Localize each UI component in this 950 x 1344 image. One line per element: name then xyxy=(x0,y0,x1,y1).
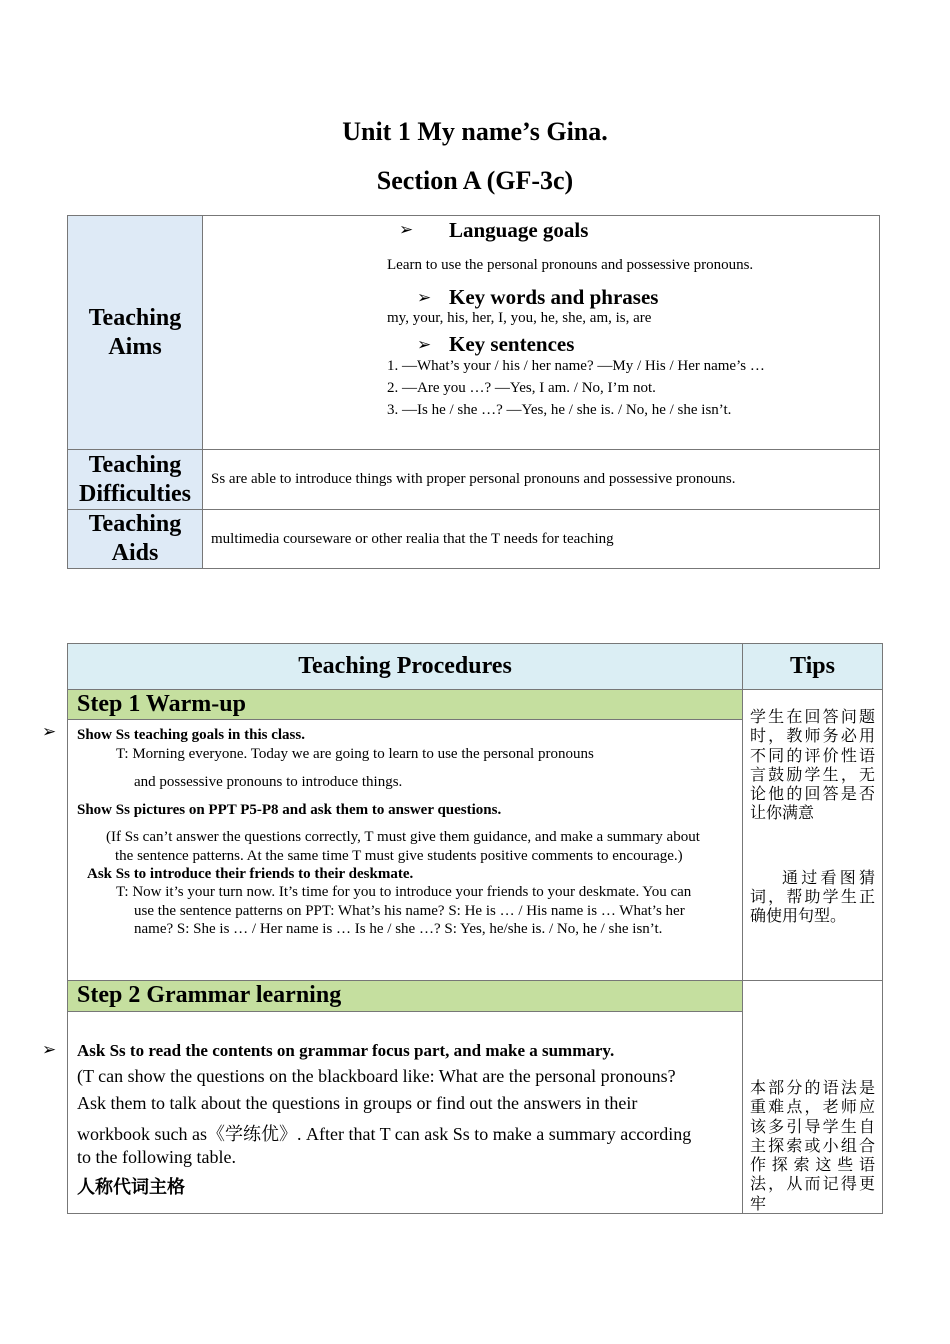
teaching-difficulties-label: Teaching Difficulties xyxy=(68,450,203,510)
teaching-aids-text: multimedia courseware or other realia that the T needs for teaching xyxy=(203,510,880,569)
key-words-heading: Key words and phrases xyxy=(449,285,659,309)
step1-line: use the sentence patterns on PPT: What’s his name? S: He is … / His name is … What’s her xyxy=(134,903,685,919)
step1-line: Show Ss teaching goals in this class. xyxy=(77,727,305,743)
step2-line: to the following table. xyxy=(77,1146,236,1167)
step1-line: T: Morning everyone. Today we are going to learn to use the personal pronouns xyxy=(116,746,594,762)
step2-line: (T can show the questions on the blackboard like: What are the personal pronouns? xyxy=(77,1065,676,1086)
teaching-aims-content xyxy=(203,216,880,450)
page-title: Unit 1 My name’s Gina. xyxy=(342,117,608,146)
teaching-aims-table xyxy=(67,215,880,569)
arrow-bullet-icon: ➢ xyxy=(417,288,432,307)
step1-line: the sentence patterns. At the same time T must give students positive comments to encourage.) xyxy=(115,848,683,864)
step1-line: (If Ss can’t answer the questions correctly, T must give them guidance, and make a summary about xyxy=(106,829,700,845)
arrow-bullet-icon: ➢ xyxy=(417,335,432,354)
arrow-bullet-icon: ➢ xyxy=(399,220,414,239)
step1-tips xyxy=(743,690,883,981)
step1-line: Show Ss pictures on PPT P5-P8 and ask them to answer questions. xyxy=(77,802,502,818)
teaching-aids-label: Teaching Aids xyxy=(68,510,203,569)
key-sentences-heading: Key sentences xyxy=(449,332,575,356)
step1-title: Step 1 Warm-up xyxy=(68,690,743,720)
step2-body xyxy=(42,1011,743,1214)
step1-line: Ask Ss to introduce their friends to their deskmate. xyxy=(87,866,414,882)
step1-line: and possessive pronouns to introduce things. xyxy=(134,774,403,790)
key-words-text: my, your, his, her, I, you, he, she, am, is, are xyxy=(387,310,652,326)
arrow-bullet-icon: ➢ xyxy=(42,1039,57,1059)
step2-line: workbook such as《学练优》. After that T can ask Ss to make a summary according xyxy=(77,1123,692,1144)
page-subtitle: Section A (GF-3c) xyxy=(376,166,574,195)
step2-line: 人称代词主格 xyxy=(77,1176,185,1198)
step2-line: Ask them to talk about the questions in groups or find out the answers in their xyxy=(77,1092,638,1113)
arrow-bullet-icon: ➢ xyxy=(42,722,57,741)
procedures-header: Teaching Procedures xyxy=(68,644,743,690)
teaching-aims-label: Teaching Aims xyxy=(68,216,203,450)
step2-tip: 本部分的语法是重难点，老师应该多引导学生自主探索或小组合作探索这些语法，从而记得更牢 xyxy=(750,1078,875,1213)
teaching-difficulties-text: Ss are able to introduce things with proper personal pronouns and possessive pronouns. xyxy=(203,450,880,510)
step1-tip-2: 通过看图猜词，帮助学生正确使用句型。 xyxy=(750,867,875,926)
step2-title: Step 2 Grammar learning xyxy=(68,981,743,1012)
step1-body xyxy=(42,720,743,981)
step1-tip-1: 学生在回答问题时，教师务必用不同的评价性语言鼓励学生，无论他的回答是否让你满意 xyxy=(750,707,875,823)
key-sentence: 3. —Is he / she …? —Yes, he / she is. / No, he / she isn’t. xyxy=(387,402,732,418)
step2-tips xyxy=(743,981,883,1214)
step2-line: Ask Ss to read the contents on grammar focus part, and make a summary. xyxy=(77,1040,615,1060)
key-sentence: 2. —Are you …? —Yes, I am. / No, I’m not. xyxy=(387,380,656,396)
tips-header: Tips xyxy=(743,644,883,690)
language-goals-heading: Language goals xyxy=(449,218,589,242)
language-goals-text: Learn to use the personal pronouns and possessive pronouns. xyxy=(387,257,754,273)
step1-line: name? S: She is … / Her name is … Is he / she …? S: Yes, he/she is. / No, he / she isn’t. xyxy=(134,921,663,937)
teaching-procedures-table xyxy=(42,643,883,1214)
key-sentence: 1. —What’s your / his / her name? —My / His / Her name’s … xyxy=(387,358,765,374)
step1-line: T: Now it’s your turn now. It’s time for you to introduce your friends to your deskmate. You can xyxy=(116,884,692,900)
